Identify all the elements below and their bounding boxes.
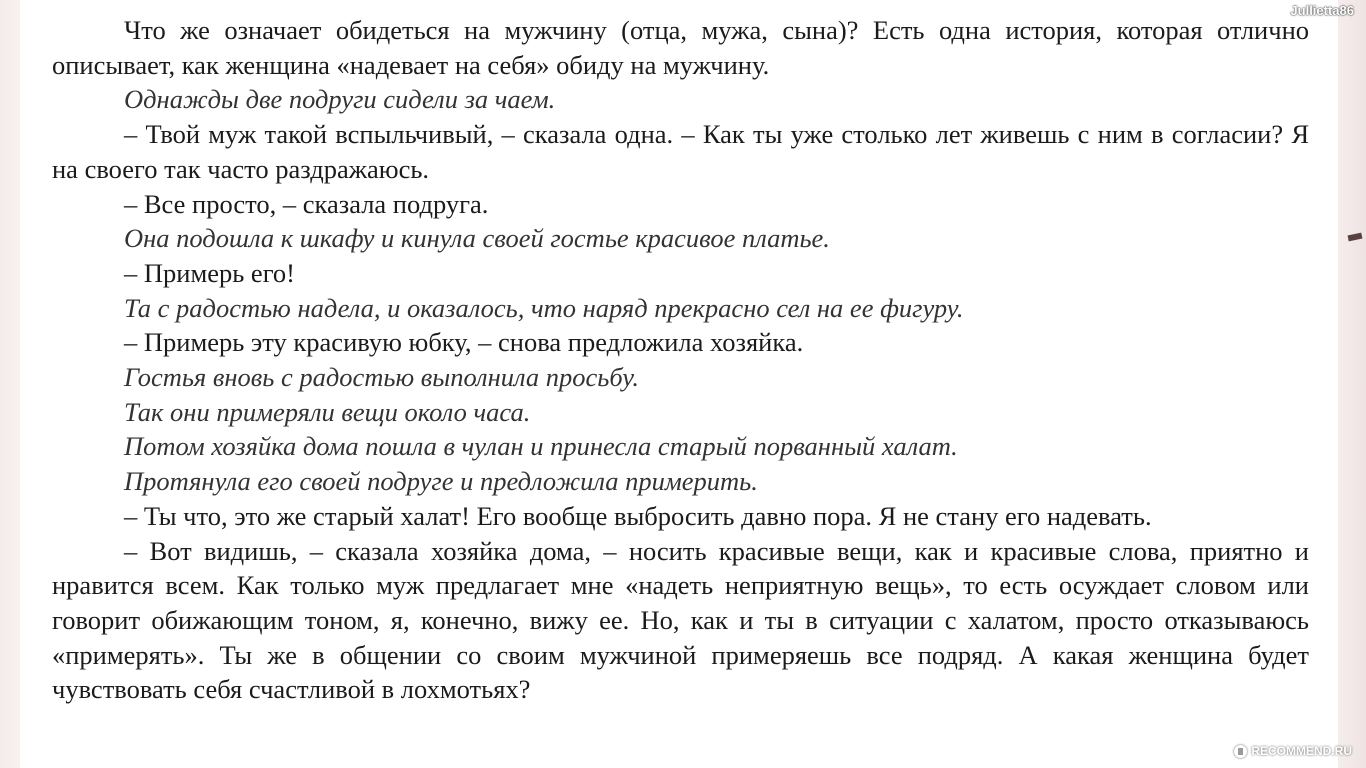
- paragraph-narration: Гостья вновь с радостью выполнила просьбу.: [124, 362, 640, 393]
- paragraph-narration: Она подошла к шкафу и кинула своей гостье красивое платье.: [124, 223, 830, 254]
- paragraph-narration: Потом хозяйка дома пошла в чулан и принесла старый порванный халат.: [124, 431, 958, 462]
- username-watermark: Jullietta86: [1290, 3, 1354, 18]
- paragraph-conclusion: – Вот видишь, – сказала хозяйка дома, – носить красивые вещи, как и красивые слова, приятно и нравится всем. Как только муж предлагает мне «надеть неприятную вещь», то есть осуждает словом или говорит обижающим тоном, я, конечно, вижу ее. Но, как и ты в ситуации с халатом, просто отказываюсь «примерять». Ты же в общении со своим мужчиной примеряешь все подряд. А какая женщина будет чувствовать себя счастливой в лохмотьях?: [52, 535, 1309, 705]
- paragraph-dialogue: – Ты что, это же старый халат! Его вообще выбросить давно пора. Я не стану его надевать.: [124, 500, 1152, 531]
- paragraph-narration: Та с радостью надела, и оказалось, что наряд прекрасно сел на ее фигуру.: [124, 292, 964, 323]
- site-watermark-label: RECOMMEND.RU: [1251, 744, 1352, 758]
- recommend-logo-icon: [1234, 745, 1247, 758]
- paragraph-dialogue: – Примерь эту красивую юбку, – снова предложила хозяйка.: [124, 327, 804, 358]
- paragraph-narration: Так они примеряли вещи около часа.: [124, 396, 531, 427]
- edge-mark: [1348, 233, 1363, 242]
- paragraph-intro: Что же означает обидеться на мужчину (отца, мужа, сына)? Есть одна история, которая отлично описывает, как женщина «надевает на себя» обиду на мужчину.: [52, 15, 1309, 80]
- paragraph-dialogue: – Примерь его!: [124, 257, 295, 288]
- site-watermark: [1234, 744, 1352, 758]
- story-text: [52, 13, 1309, 707]
- paragraph-dialogue: – Твой муж такой вспыльчивый, – сказала одна. – Как ты уже столько лет живешь с ним в согласии? Я на своего так часто раздражаюсь.: [52, 119, 1309, 184]
- paragraph-dialogue: – Все просто, – сказала подруга.: [124, 188, 489, 219]
- paragraph-narration: Однажды две подруги сидели за чаем.: [124, 84, 556, 115]
- paragraph-narration: Протянула его своей подруге и предложила примерить.: [124, 466, 758, 497]
